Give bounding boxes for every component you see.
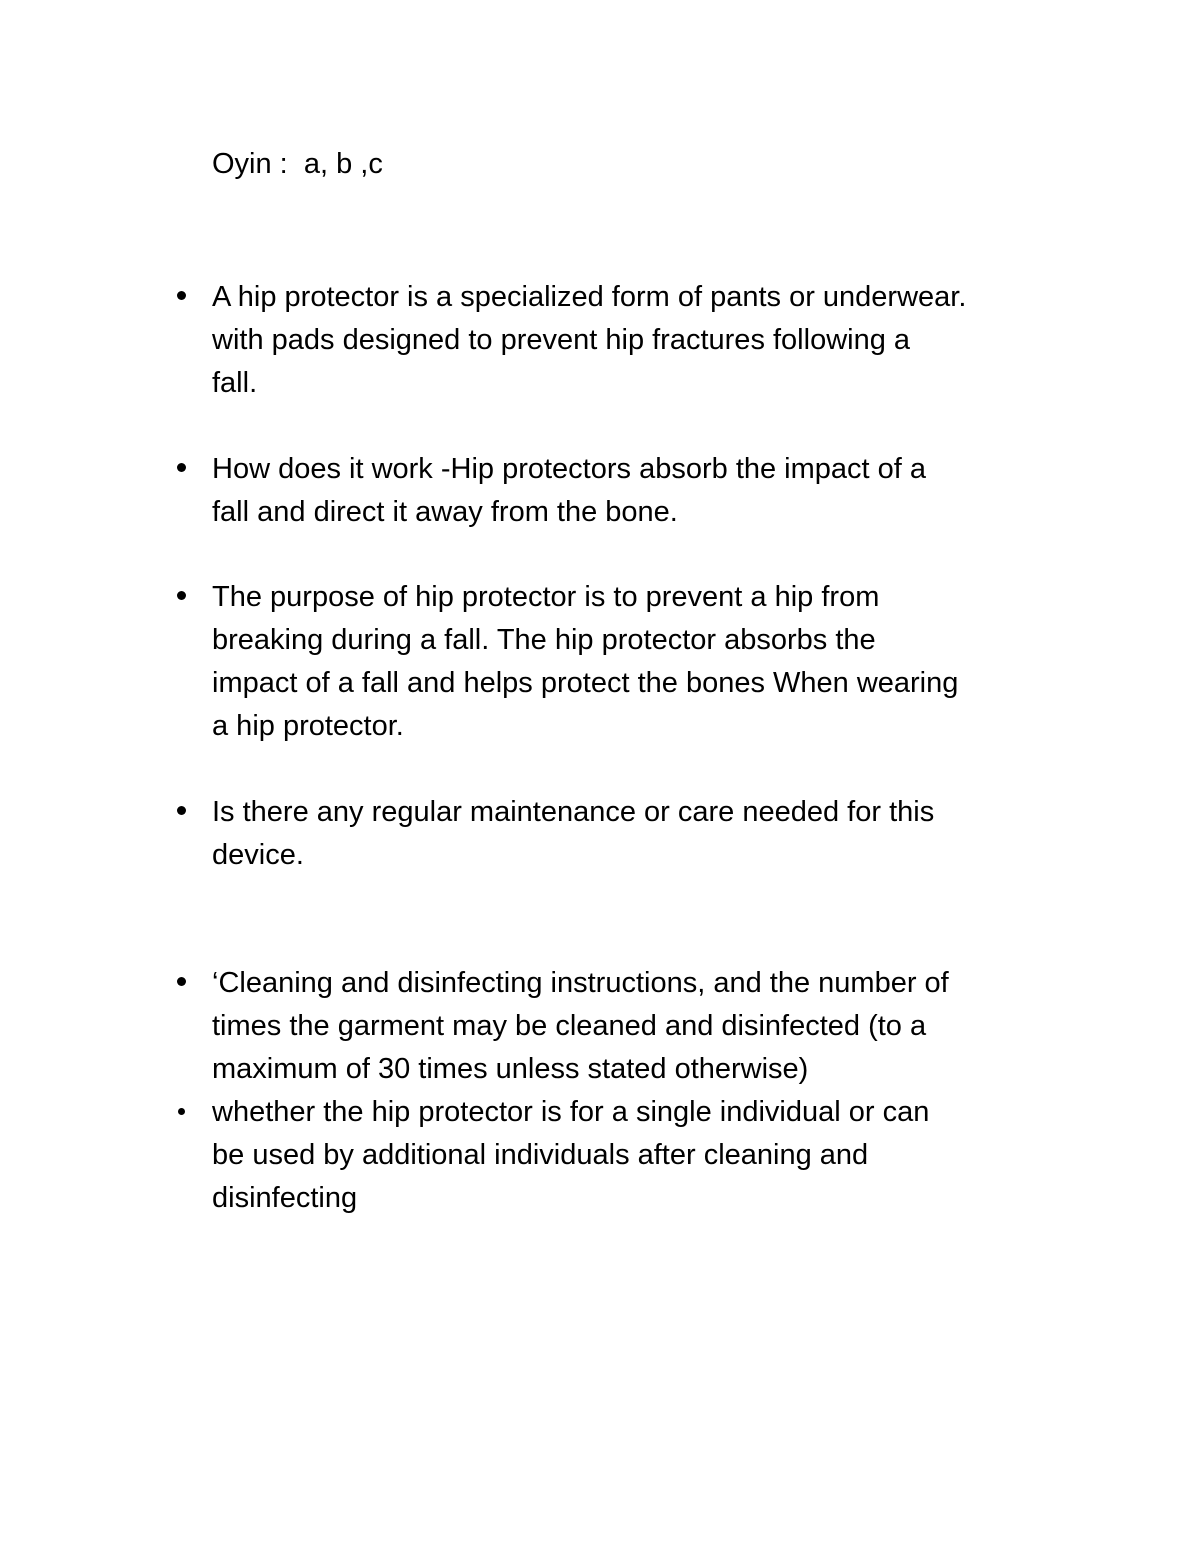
bullet-icon <box>177 291 186 300</box>
list-item-text: How does it work -Hip protectors absorb the impact of a fall and direct it away from the bone. <box>212 453 927 528</box>
list-item-text: A hip protector is a specialized form of pants or underwear. with pads designed to prevent hip fractures following a fall. <box>212 281 967 399</box>
bullet-icon <box>177 977 186 986</box>
bullet-icon <box>177 463 186 472</box>
list-item-text: Is there any regular maintenance or care needed for this device. <box>212 796 935 871</box>
bullet-icon <box>177 591 186 600</box>
page-heading: Oyin : a, b ,c <box>212 148 383 180</box>
bullet-icon <box>178 1108 185 1115</box>
list-item-text: The purpose of hip protector is to prevent a hip from breaking during a fall. The hip protector absorbs the impact of a fall and helps protect the bones When wearing a hip protector. <box>212 581 959 742</box>
list-item-text: ‘Cleaning and disinfecting instructions, and the number of times the garment may be cleaned and disinfected (to a maximum of 30 times unless stated otherwise) <box>212 967 949 1085</box>
list-item-text: whether the hip protector is for a single individual or can be used by additional individuals after cleaning and disinfecting <box>212 1096 930 1214</box>
bullet-icon <box>177 806 186 815</box>
